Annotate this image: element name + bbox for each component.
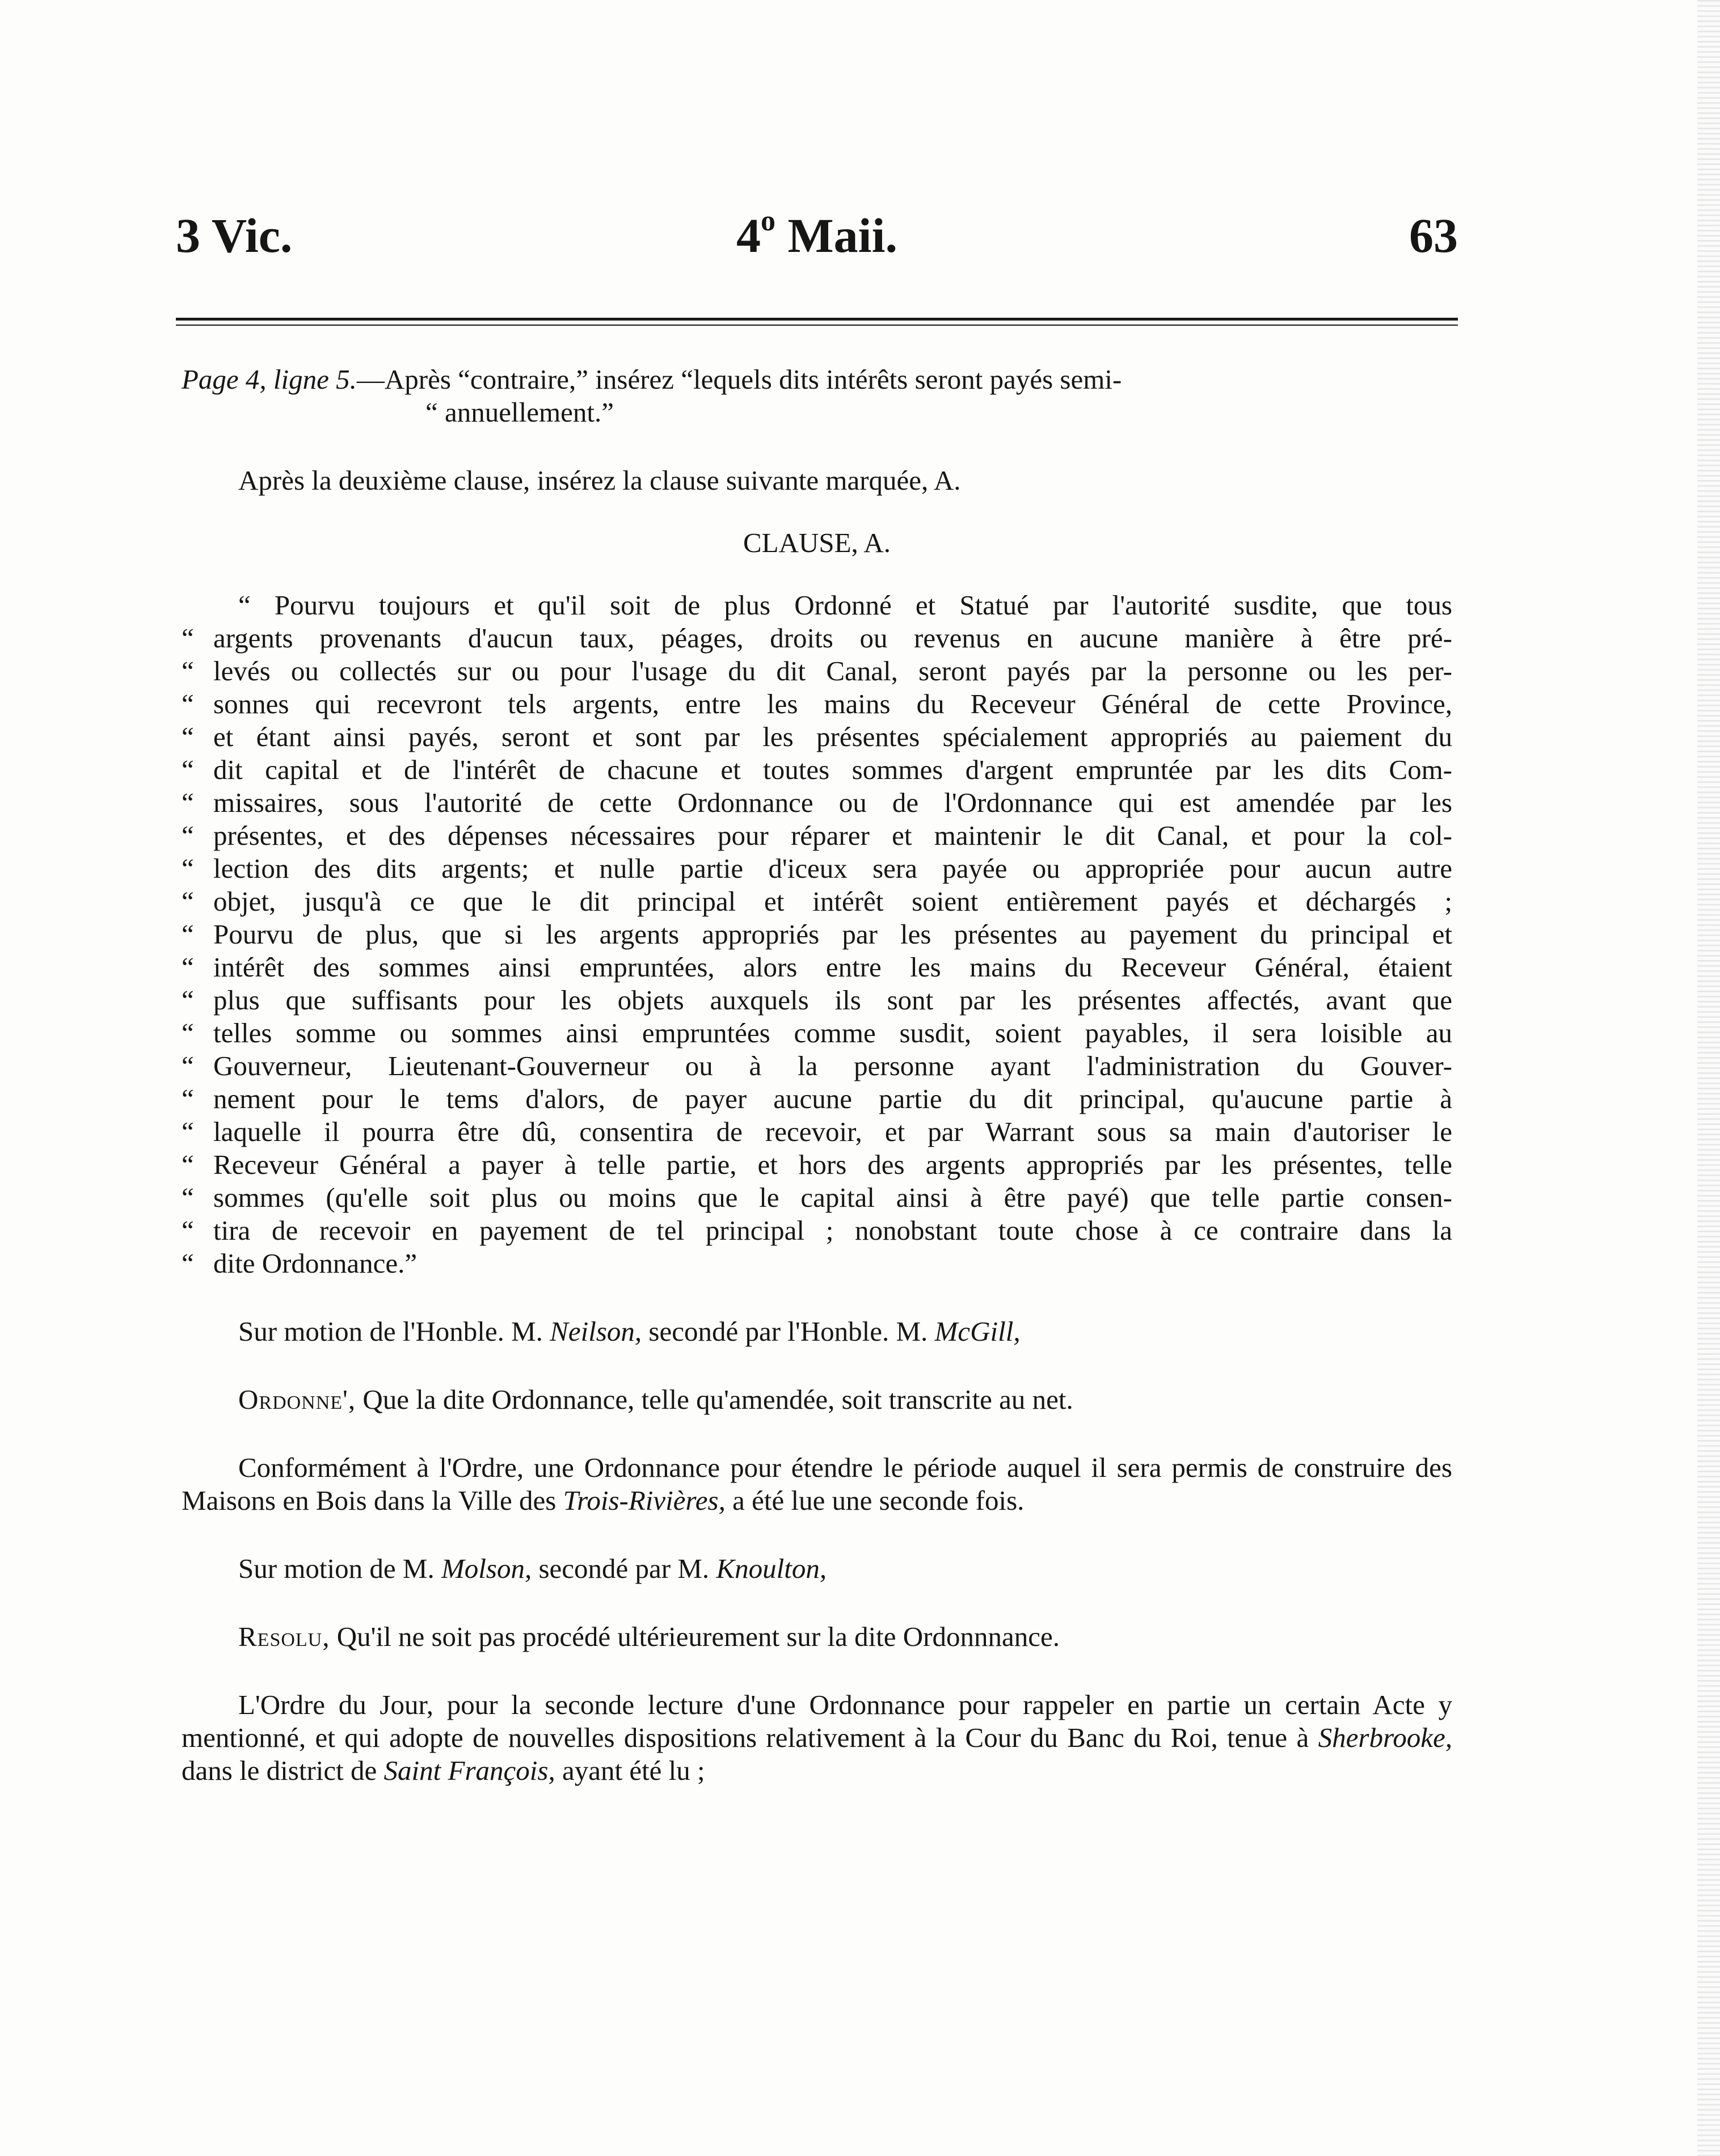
clause-line-text: et étant ainsi payés, seront et sont par les présentes spécialement appropriés au paiement du	[213, 721, 1452, 752]
clause-line-text: sonnes qui recevront tels argents, entre les mains du Receveur Général de cette Province,	[213, 688, 1452, 719]
clause-line-text: plus que suffisants pour les objets auxquels ils sont par les présentes affectés, avant que	[213, 984, 1452, 1016]
header-regnal-year: 3 Vic.	[176, 208, 293, 263]
clause-quote-mark: “	[182, 1182, 194, 1213]
header-date-day: 4	[736, 208, 761, 263]
amendment-reference: Page 4, ligne 5.	[182, 364, 357, 395]
clause-quote-mark: “	[182, 655, 194, 687]
clause-line-text: Gouverneur, Lieutenant-Gouverneur ou à la personne ayant l'administration du Gouver-	[213, 1050, 1452, 1081]
resolu-label: Resolu,	[238, 1621, 330, 1652]
clause-line	[182, 918, 1452, 951]
motion-1-middle: secondé par l'Honble. M.	[642, 1316, 935, 1347]
clause-quote-mark: “	[182, 688, 194, 719]
clause-line-text: telles somme ou sommes ainsi empruntées comme susdit, soient payables, il sera loisible au	[213, 1017, 1452, 1048]
clause-line	[182, 721, 1452, 753]
clause-line	[182, 1017, 1452, 1050]
clause-line-text: lection des dits argents; et nulle partie d'iceux sera payée ou appropriée pour aucun autre	[213, 853, 1452, 884]
clause-line	[182, 1115, 1452, 1148]
clause-line-text: objet, jusqu'à ce que le dit principal et intérêt soient entièrement payés et déchargés ;	[213, 886, 1452, 917]
header-rule-thin	[176, 325, 1458, 326]
motion-2-mover: Molson,	[441, 1553, 532, 1584]
running-head	[176, 204, 1458, 267]
clause-line	[182, 984, 1452, 1017]
clause-line	[182, 753, 1452, 786]
document-body	[182, 363, 1452, 1787]
clause-line-text: levés ou collectés sur ou pour l'usage du dit Canal, seront payés par la personne ou les per-	[213, 655, 1452, 687]
clause-line-text: Pourvu de plus, que si les argents appropriés par les présentes au payement du principal et	[213, 919, 1452, 950]
conformement-before: Conformément à l'Ordre, une Ordonnance pour étendre le période auquel il sera permis de construire des Maisons en Bois dans la Ville des	[182, 1452, 1452, 1516]
ordre-place-2: Saint François,	[383, 1755, 555, 1786]
clause-line-text: sommes (qu'elle soit plus ou moins que le capital ainsi à être payé) que telle partie consen-	[213, 1182, 1452, 1213]
header-rule-thick	[176, 318, 1458, 321]
ordre-before: L'Ordre du Jour, pour la seconde lecture d'une Ordonnance pour rappeler en partie un certain Acte y mentionné, et qui adopte de nouvelles dispositions relativement à la Cour du Banc du Roi, tenue à	[182, 1689, 1452, 1753]
page-number: 63	[1409, 208, 1458, 263]
header-date-month: Maii.	[775, 208, 897, 263]
clause-line-text: “ Pourvu toujours et qu'il soit de plus Ordonné et Statué par l'autorité susdite, que tous	[238, 589, 1452, 621]
clause-line	[182, 885, 1452, 918]
clause-quote-mark: “	[182, 1017, 194, 1048]
clause-quote-mark: “	[182, 1215, 194, 1246]
clause-line	[182, 1181, 1452, 1214]
clause-line-text: laquelle il pourra être dû, consentira de recevoir, et par Warrant sous sa main d'autoriser le	[213, 1116, 1452, 1147]
amendment-line-1	[182, 363, 1452, 396]
resolu-text: Qu'il ne soit pas procédé ultérieurement sur la dite Ordonnnance.	[330, 1621, 1060, 1652]
intro-paragraph: Après la deuxième clause, insérez la clause suivante marquée, A.	[238, 465, 961, 496]
ordre-middle: dans le district de	[182, 1755, 384, 1786]
clause-line	[182, 622, 1452, 655]
clause-line-text: présentes, et des dépenses nécessaires pour réparer et maintenir le dit Canal, et pour la col-	[213, 820, 1452, 851]
motion-2-middle: secondé par M.	[532, 1553, 716, 1584]
clause-line-text: argents provenants d'aucun taux, péages, droits ou revenus en aucune manière à être pré-	[213, 622, 1452, 654]
motion-2-seconder: Knoulton,	[716, 1553, 827, 1584]
clause-line	[182, 1247, 1452, 1280]
clause-line-text: missaires, sous l'autorité de cette Ordonnance ou de l'Ordonnance qui est amendée par les	[213, 787, 1452, 818]
clause-line-text: intérêt des sommes ainsi empruntées, alors entre les mains du Receveur Général, étaient	[213, 951, 1452, 983]
clause-line-text: dit capital et de l'intérêt de chacune et toutes sommes d'argent empruntée par les dits Com-	[213, 754, 1452, 785]
motion-paragraph-2	[182, 1552, 1452, 1585]
header-rule	[176, 318, 1458, 326]
conformement-after: a été lue une seconde fois.	[725, 1485, 1025, 1516]
clause-line	[182, 589, 1452, 622]
motion-1-mover: Neilson,	[550, 1316, 642, 1347]
clause-quote-mark: “	[182, 1083, 194, 1114]
clause-line	[182, 1214, 1452, 1247]
clause-quote-mark: “	[182, 1149, 194, 1180]
clause-line	[182, 1148, 1452, 1181]
clause-line-text: dite Ordonnance.”	[213, 1248, 418, 1279]
clause-title: CLAUSE, A.	[743, 527, 891, 558]
conformement-place: Trois-Rivières,	[563, 1485, 726, 1516]
clause-quote-mark: “	[182, 984, 194, 1016]
clause-quote-mark: “	[182, 1116, 194, 1147]
ordre-place-1: Sherbrooke,	[1318, 1722, 1452, 1753]
ordonne-paragraph	[182, 1383, 1452, 1416]
clause-quote-mark: “	[182, 754, 194, 785]
ordre-du-jour-paragraph	[182, 1688, 1452, 1787]
clause-line	[182, 655, 1452, 688]
clause-line	[182, 688, 1452, 721]
clause-line	[182, 819, 1452, 852]
motion-paragraph-1	[182, 1315, 1452, 1348]
conformement-paragraph	[182, 1451, 1452, 1517]
clause-quote-mark: “	[182, 787, 194, 818]
motion-1-prefix: Sur motion de l'Honble. M.	[238, 1316, 550, 1347]
clause-line	[182, 786, 1452, 819]
clause-line	[182, 852, 1452, 885]
resolu-paragraph	[182, 1620, 1452, 1653]
ordre-after: ayant été lu ;	[555, 1755, 705, 1786]
clause-quote-mark: “	[182, 1050, 194, 1081]
ordonne-text: Que la dite Ordonnance, telle qu'amendée, soit transcrite au net.	[356, 1384, 1073, 1415]
clause-quote-mark: “	[182, 919, 194, 950]
clause-line-text: Receveur Général a payer à telle partie, et hors des argents appropriés par les présentes, telle	[213, 1149, 1452, 1180]
clause-quote-mark: “	[182, 721, 194, 752]
header-date-ordinal: o	[761, 205, 776, 237]
motion-2-prefix: Sur motion de M.	[238, 1553, 441, 1584]
clause-block	[182, 589, 1452, 1280]
clause-line	[182, 951, 1452, 984]
clause-quote-mark: “	[182, 853, 194, 884]
clause-quote-mark: “	[182, 886, 194, 917]
amendment-line-2: “ annuellement.”	[425, 397, 614, 428]
scan-edge	[1697, 0, 1720, 2156]
motion-1-seconder: McGill,	[934, 1316, 1021, 1347]
clause-quote-mark: “	[182, 622, 194, 654]
clause-line	[182, 1050, 1452, 1083]
clause-quote-mark: “	[182, 1248, 194, 1279]
amendment-text: —Après “contraire,” insérez “lequels dits intérêts seront payés semi-	[356, 364, 1122, 395]
ordonne-label: Ordonne',	[238, 1384, 356, 1415]
clause-quote-mark: “	[182, 951, 194, 983]
clause-line	[182, 1083, 1452, 1115]
header-date	[176, 204, 1458, 267]
clause-line-text: nement pour le tems d'alors, de payer aucune partie du dit principal, qu'aucune partie à	[213, 1083, 1452, 1114]
clause-line-text: tira de recevoir en payement de tel principal ; nonobstant toute chose à ce contraire dans la	[213, 1215, 1452, 1246]
clause-quote-mark: “	[182, 820, 194, 851]
